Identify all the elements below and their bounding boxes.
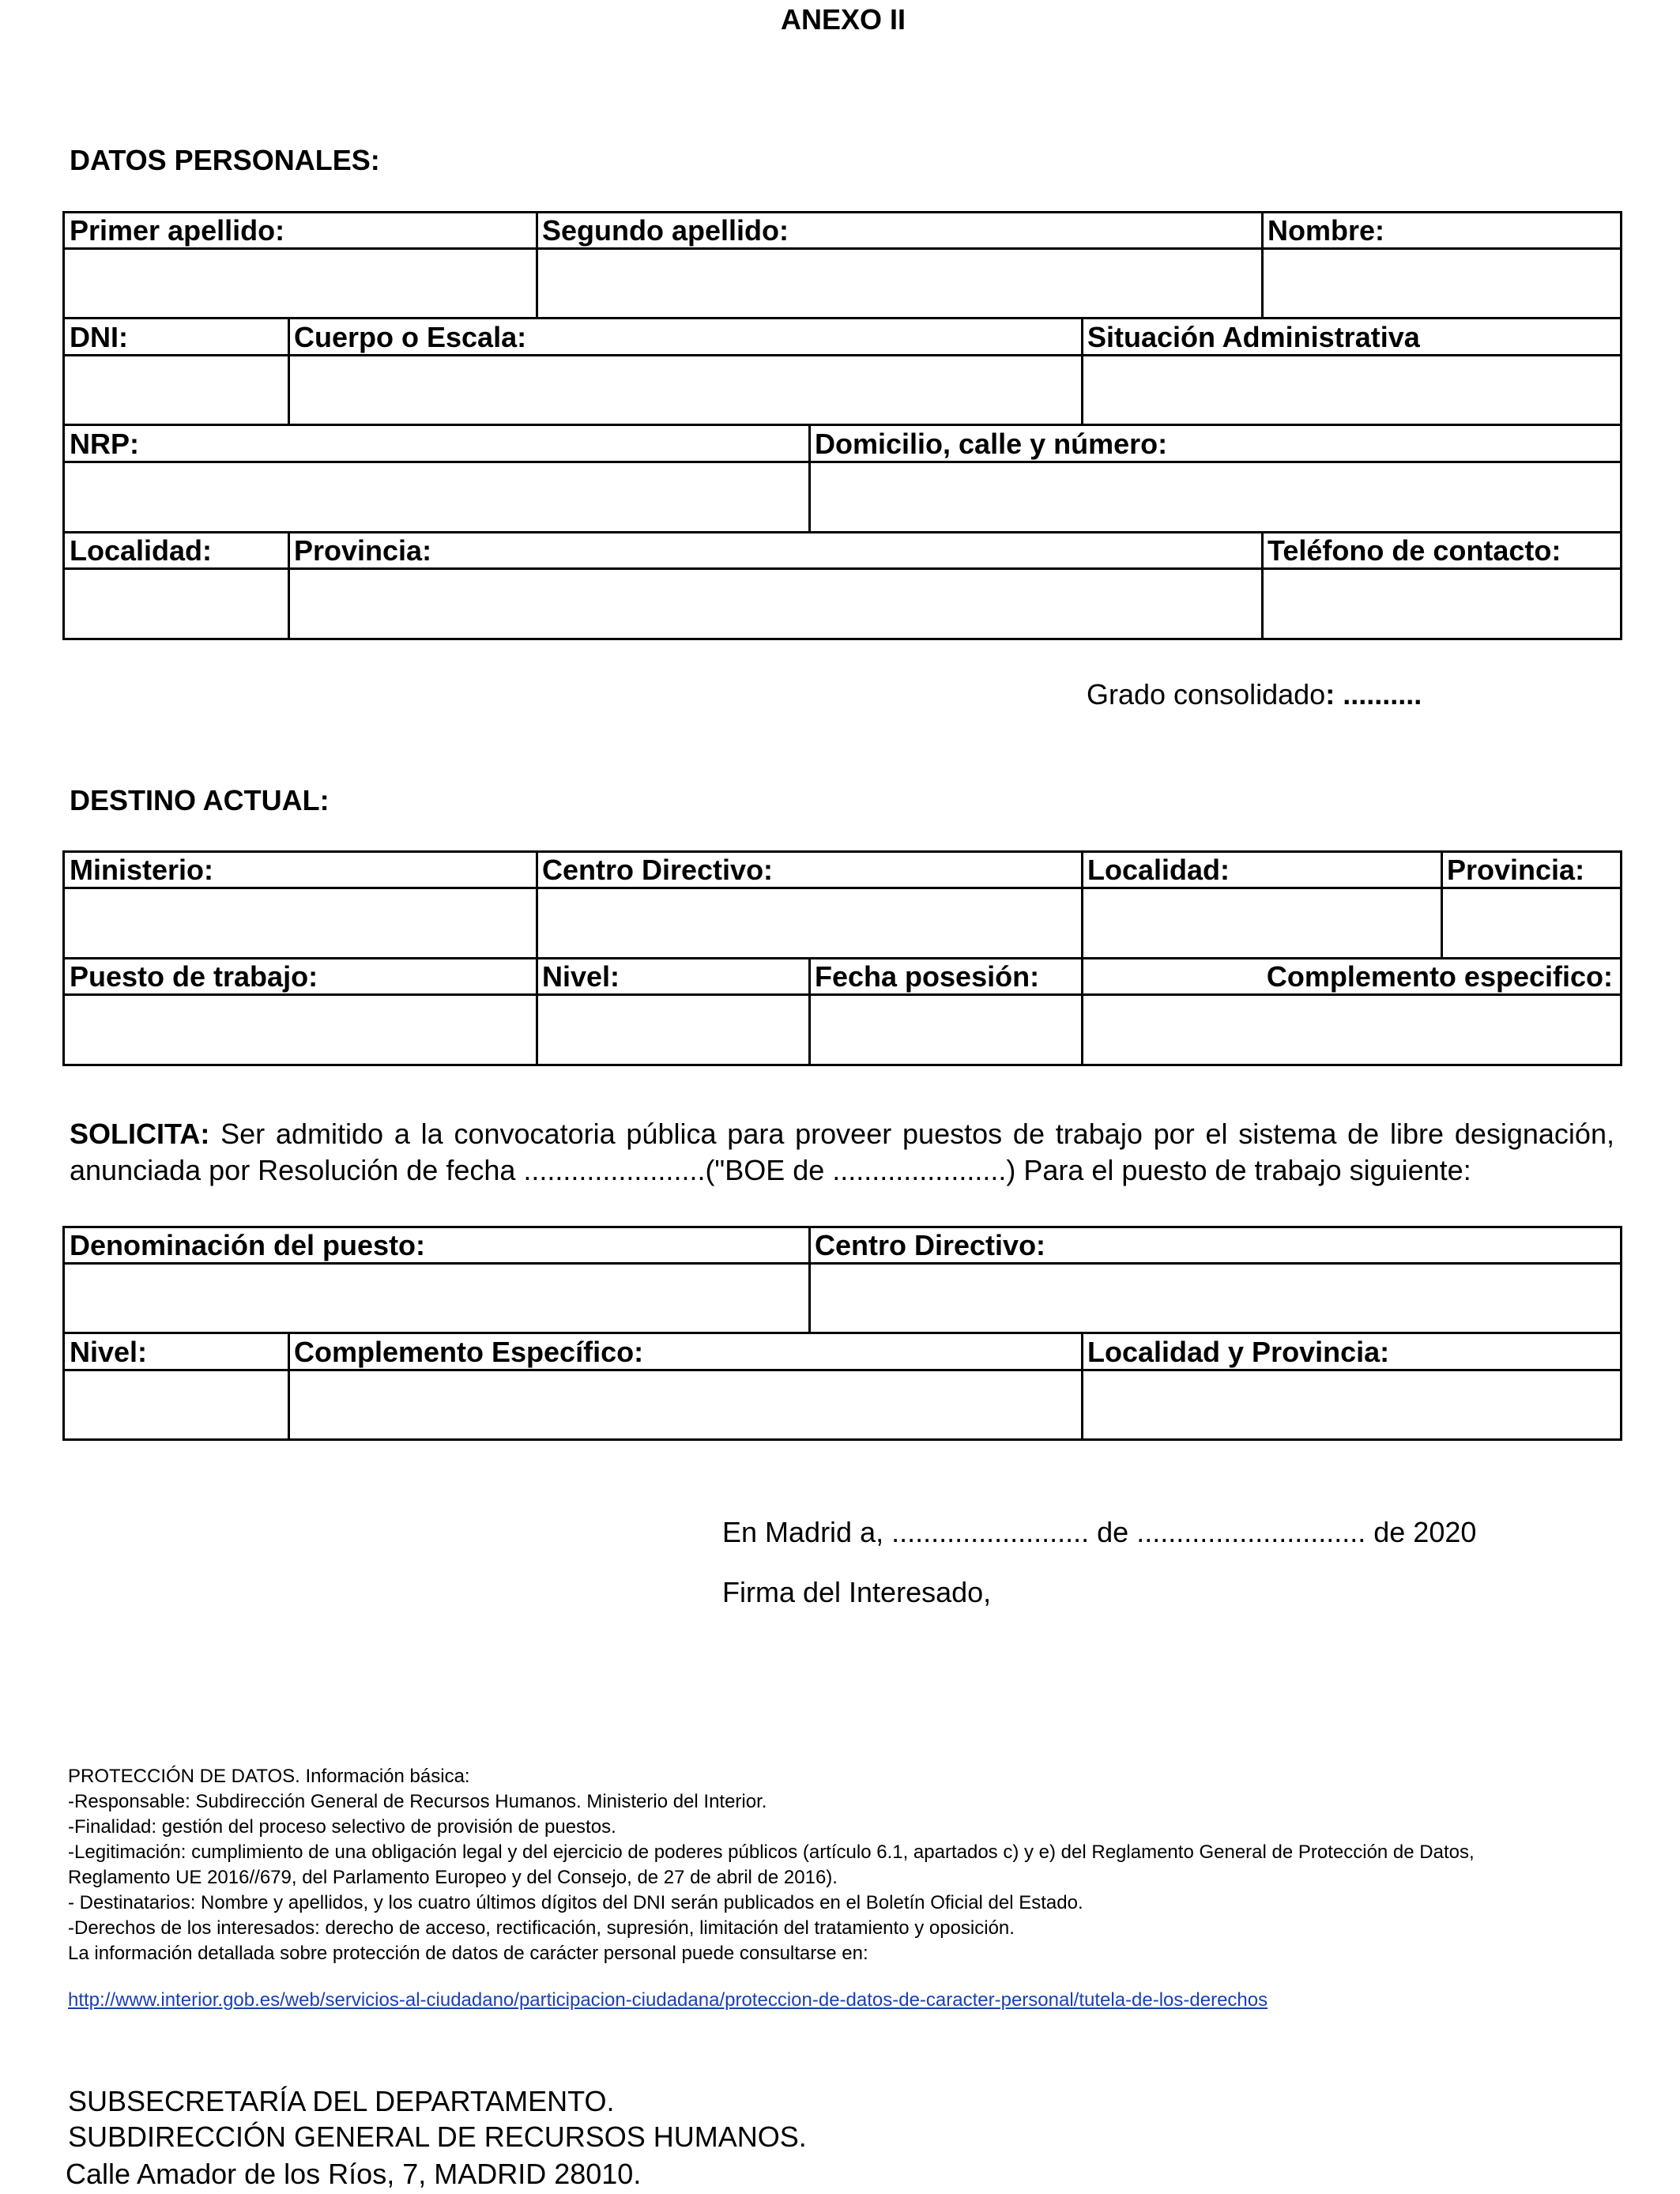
label-denominacion-puesto: Denominación del puesto: <box>70 1229 426 1261</box>
label-localidad-destino: Localidad: <box>1087 854 1230 886</box>
label-dni: DNI: <box>70 321 128 353</box>
footer-direccion: Calle Amador de los Ríos, 7, MADRID 28010. <box>66 2158 642 2190</box>
proteccion-datos-link[interactable]: http://www.interior.gob.es/web/servicios-al-ciudadano/participacion-ciudadana/proteccion-de-datos-de-caracter-personal/tutela-de-los-derechos <box>68 1989 1268 2011</box>
page-title: ANEXO II <box>781 3 906 36</box>
label-complemento-especifico-puesto: Complemento Específico: <box>294 1336 644 1368</box>
section-heading-datos-personales: DATOS PERSONALES: <box>70 144 380 176</box>
proteccion-line: -Derechos de los interesados: derecho de acceso, rectificación, supresión, limitación del tratamiento y oposición. <box>68 1917 1015 1939</box>
label-localidad: Localidad: <box>70 534 213 567</box>
proteccion-line: Reglamento UE 2016//679, del Parlamento Europeo y del Consejo, de 27 de abril de 2016). <box>68 1867 838 1888</box>
label-centro-directivo-puesto: Centro Directivo: <box>815 1229 1046 1261</box>
proteccion-datos-block <box>68 1764 1625 1966</box>
label-provincia-destino: Provincia: <box>1447 854 1585 886</box>
label-primer-apellido: Primer apellido: <box>70 214 285 247</box>
proteccion-line: -Legitimación: cumplimiento de una obligación legal y del ejercicio de poderes públicos (artículo 6.1, apartados c) y e) del Reglamento General de Protección de Datos, <box>68 1842 1475 1863</box>
label-cuerpo-escala: Cuerpo o Escala: <box>294 321 527 353</box>
label-segundo-apellido: Segundo apellido: <box>542 214 789 247</box>
fecha-line: En Madrid a, ......................... de ............................. de 2020 <box>722 1516 1477 1548</box>
label-fecha-posesion: Fecha posesión: <box>815 960 1040 993</box>
proteccion-line: La información detallada sobre protección de datos de carácter personal puede consultarse en: <box>68 1943 868 1964</box>
label-nivel: Nivel: <box>542 960 620 993</box>
footer-subdireccion: SUBDIRECCIÓN GENERAL DE RECURSOS HUMANOS. <box>68 2120 807 2153</box>
label-localidad-provincia: Localidad y Provincia: <box>1087 1336 1390 1368</box>
footer-subsecretaria: SUBSECRETARÍA DEL DEPARTAMENTO. <box>68 2085 615 2117</box>
label-ministerio: Ministerio: <box>70 854 214 886</box>
grado-consolidado <box>1087 678 1422 711</box>
label-provincia: Provincia: <box>294 534 432 567</box>
firma-label: Firma del Interesado, <box>722 1576 992 1608</box>
grado-label: Grado consolidado <box>1087 678 1326 711</box>
label-nombre: Nombre: <box>1268 214 1385 247</box>
solicita-paragraph <box>70 1116 1614 1189</box>
grado-colon: : <box>1325 678 1335 711</box>
solicita-text: Ser admitido a la convocatoria pública para proveer puestos de trabajo por el sistema de libre designación, anunciada por Resolución de fecha .......................("BOE de ......................) Para el puesto de trabajo siguiente: <box>70 1118 1614 1186</box>
label-centro-directivo: Centro Directivo: <box>542 854 774 886</box>
proteccion-line: -Finalidad: gestión del proceso selectivo de provisión de puestos. <box>68 1816 616 1838</box>
solicita-label: SOLICITA: <box>70 1118 210 1150</box>
label-nivel-puesto: Nivel: <box>70 1336 148 1368</box>
proteccion-line: -Responsable: Subdirección General de Recursos Humanos. Ministerio del Interior. <box>68 1791 767 1812</box>
label-nrp: NRP: <box>70 428 139 460</box>
proteccion-line: PROTECCIÓN DE DATOS. Información básica: <box>68 1766 470 1787</box>
label-situacion-administrativa: Situación Administrativa <box>1087 321 1420 353</box>
section-heading-destino-actual: DESTINO ACTUAL: <box>70 784 330 816</box>
label-complemento-especifico: Complemento especifico: <box>1266 960 1613 993</box>
label-telefono-contacto: Teléfono de contacto: <box>1268 534 1561 567</box>
label-domicilio: Domicilio, calle y número: <box>815 428 1168 460</box>
label-puesto-trabajo: Puesto de trabajo: <box>70 960 318 993</box>
proteccion-line: - Destinatarios: Nombre y apellidos, y los cuatro últimos dígitos del DNI serán publicados en el Boletín Oficial del Estado. <box>68 1892 1083 1913</box>
grado-dots: .......... <box>1335 678 1422 711</box>
